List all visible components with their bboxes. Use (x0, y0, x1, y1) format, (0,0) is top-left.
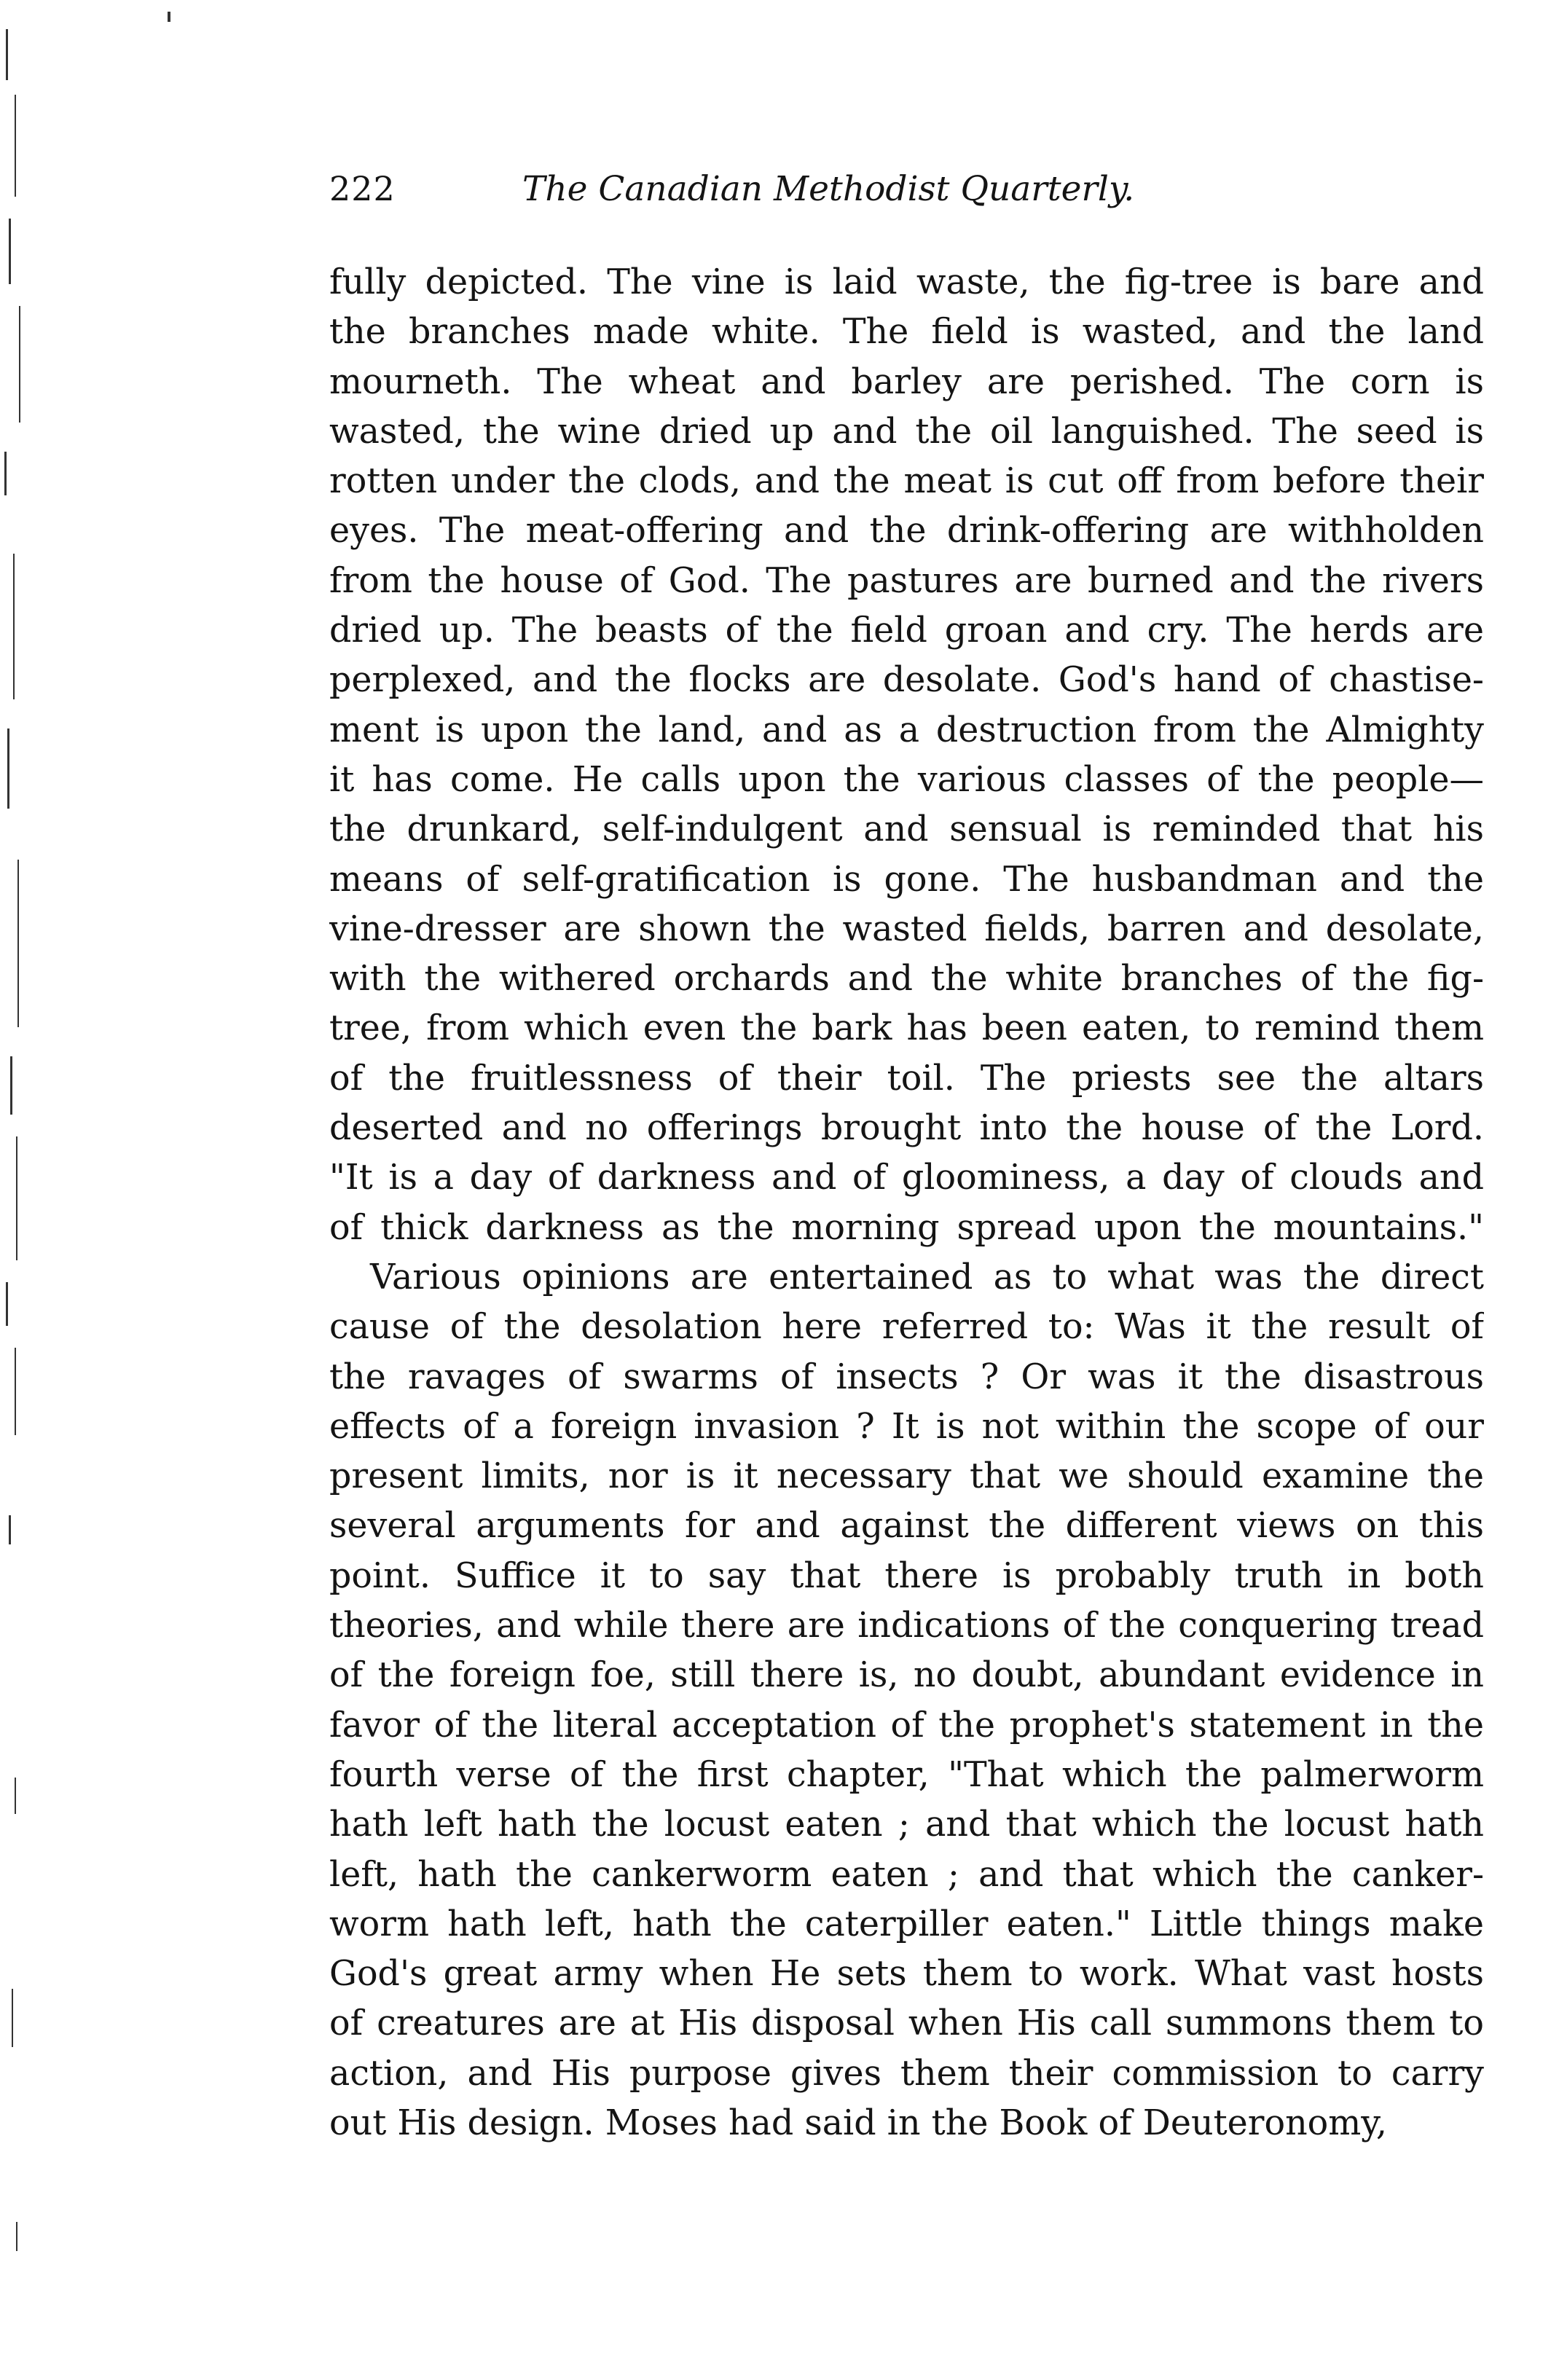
text-line: fully depicted. The vine is laid waste, the fig-tree is bare and (329, 262, 1484, 302)
text-line: favor of the literal acceptation of the prophet's statement in the (329, 1705, 1484, 1745)
text-line: God's great army when He sets them to work. What vast hosts (329, 1954, 1484, 1995)
body-text (329, 258, 1484, 2148)
text-line: of creatures are at His disposal when His call summons them to (329, 2003, 1484, 2044)
text-line: deserted and no offerings brought into the house of the Lord. (329, 1108, 1484, 1149)
text-line: present limits, nor is it necessary that we should examine the (329, 1456, 1484, 1497)
binding-edge-scan-marks (0, 0, 29, 2380)
text-line: dried up. The beasts of the field groan and cry. The herds are (329, 610, 1484, 651)
text-line: it has come. He calls upon the various classes of the people— (329, 759, 1484, 800)
text-line: worm hath left, hath the caterpiller eaten." Little things make (329, 1904, 1484, 1944)
text-line: eyes. The meat-offering and the drink-offering are withholden (329, 511, 1484, 551)
text-line: fourth verse of the first chapter, "That which the palmerworm (329, 1754, 1484, 1795)
page-number: 222 (329, 169, 396, 208)
text-line: several arguments for and against the different views on this (329, 1506, 1484, 1547)
paragraph-1 (329, 258, 1484, 1253)
text-line: the branches made white. The field is wasted, and the land (329, 312, 1484, 353)
text-line: tree, from which even the bark has been eaten, to remind them (329, 1008, 1484, 1049)
text-line: "It is a day of darkness and of gloominess, a day of clouds and (329, 1158, 1484, 1198)
text-line: of the foreign foe, still there is, no doubt, abundant evidence in (329, 1655, 1484, 1696)
text-line: cause of the desolation here referred to: Was it the result of (329, 1307, 1484, 1348)
running-header (329, 169, 1480, 224)
text-line: the drunkard, self-indulgent and sensual is reminded that his (329, 809, 1484, 850)
text-line: hath left hath the locust eaten ; and that which the locust hath (329, 1804, 1484, 1845)
text-line: of the fruitlessness of their toil. The priests see the altars (329, 1058, 1484, 1099)
text-line: means of self-gratification is gone. The husbandman and the (329, 859, 1484, 900)
text-line: point. Suffice it to say that there is probably truth in both (329, 1555, 1484, 1596)
text-line: left, hath the cankerworm eaten ; and that which the canker- (329, 1854, 1484, 1895)
paragraph-2 (329, 1253, 1484, 2148)
text-line: from the house of God. The pastures are burned and the rivers (329, 560, 1484, 601)
text-line: perplexed, and the flocks are desolate. God's hand of chastise- (329, 660, 1484, 701)
text-line: with the withered orchards and the white branches of the fig- (329, 959, 1484, 999)
text-line: vine-dresser are shown the wasted fields, barren and desolate, (329, 908, 1484, 949)
text-line: Various opinions are entertained as to what was the direct (370, 1257, 1484, 1297)
text-line: of thick darkness as the morning spread upon the mountains." (329, 1207, 1484, 1248)
text-line: mourneth. The wheat and barley are perished. The corn is (329, 361, 1484, 402)
text-line: theories, and while there are indications of the conquering tread (329, 1606, 1484, 1646)
text-line: rotten under the clods, and the meat is cut off from before their (329, 461, 1484, 502)
text-line: effects of a foreign invasion ? It is not within the scope of our (329, 1406, 1484, 1447)
text-line: wasted, the wine dried up and the oil languished. The seed is (329, 411, 1484, 452)
text-line: out His design. Moses had said in the Book of Deuteronomy, (329, 2102, 1387, 2143)
running-title: The Canadian Methodist Quarterly. (522, 169, 1135, 209)
text-line: the ravages of swarms of insects ? Or was it the disastrous (329, 1356, 1484, 1397)
text-line: ment is upon the land, and as a destruction from the Almighty (329, 710, 1484, 750)
text-line: action, and His purpose gives them their commission to carry (329, 2053, 1484, 2094)
